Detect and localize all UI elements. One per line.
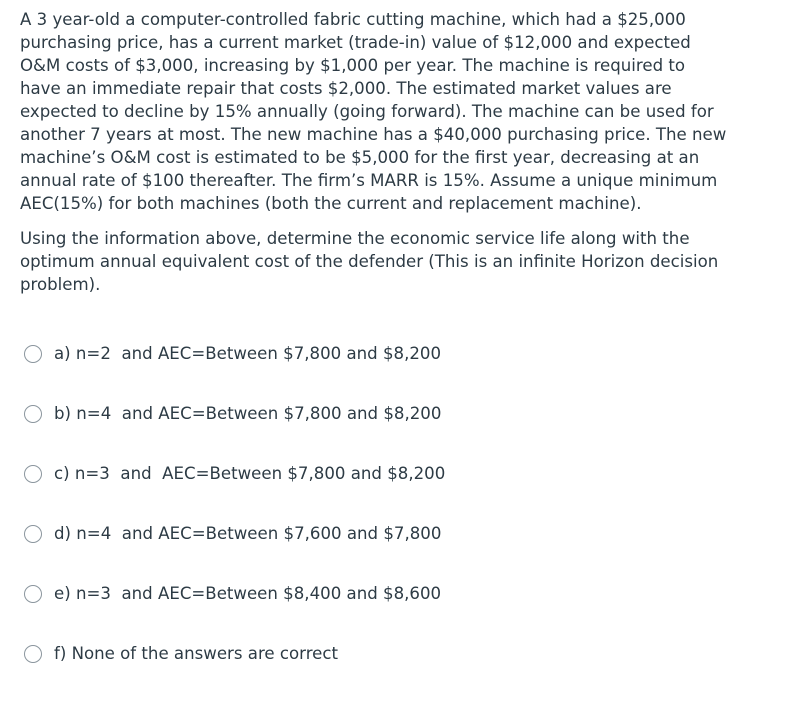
answer-options [24, 341, 764, 701]
answer-label-d[interactable]: d) n=4 and AEC=Between $7,600 and $7,800 [54, 524, 442, 543]
radio-button-c[interactable] [24, 465, 42, 483]
answer-option-a[interactable] [24, 341, 764, 367]
radio-button-f[interactable] [24, 645, 42, 663]
radio-button-b[interactable] [24, 405, 42, 423]
answer-option-e[interactable] [24, 581, 764, 607]
radio-button-a[interactable] [24, 345, 42, 363]
question-paragraph-1: A 3 year-old a computer-controlled fabric cutting machine, which had a $25,000 purchasing price, has a current market (trade-in) value of $12,000 and expected O&M costs of $3,000, increasing by $1,000 per year. The machine is required to have an immediate repair that costs $2,000. The estimated market values are expected to decline by 15% annually (going forward). The machine can be used for another 7 years at most. The new machine has a $40,000 purchasing price. The new machine’s O&M cost is estimated to be $5,000 for the first year, decreasing at an annual rate of $100 thereafter. The firm’s MARR is 15%. Assume a unique minimum AEC(15%) for both machines (both the current and replacement machine). [20, 10, 727, 213]
answer-option-d[interactable] [24, 521, 764, 547]
answer-label-a[interactable]: a) n=2 and AEC=Between $7,800 and $8,200 [54, 344, 442, 363]
answer-option-f[interactable] [24, 641, 764, 667]
answer-label-e[interactable]: e) n=3 and AEC=Between $8,400 and $8,600 [54, 584, 442, 603]
question-paragraph-2: Using the information above, determine the economic service life along with the optimum annual equivalent cost of the defender (This is an infinite Horizon decision problem). [20, 229, 719, 294]
answer-label-b[interactable]: b) n=4 and AEC=Between $7,800 and $8,200 [54, 404, 442, 423]
radio-button-e[interactable] [24, 585, 42, 603]
answer-option-c[interactable] [24, 461, 764, 487]
answer-label-f[interactable]: f) None of the answers are correct [54, 644, 338, 663]
question-text [20, 8, 765, 296]
radio-button-d[interactable] [24, 525, 42, 543]
answer-option-b[interactable] [24, 401, 764, 427]
answer-label-c[interactable]: c) n=3 and AEC=Between $7,800 and $8,200 [54, 464, 446, 483]
